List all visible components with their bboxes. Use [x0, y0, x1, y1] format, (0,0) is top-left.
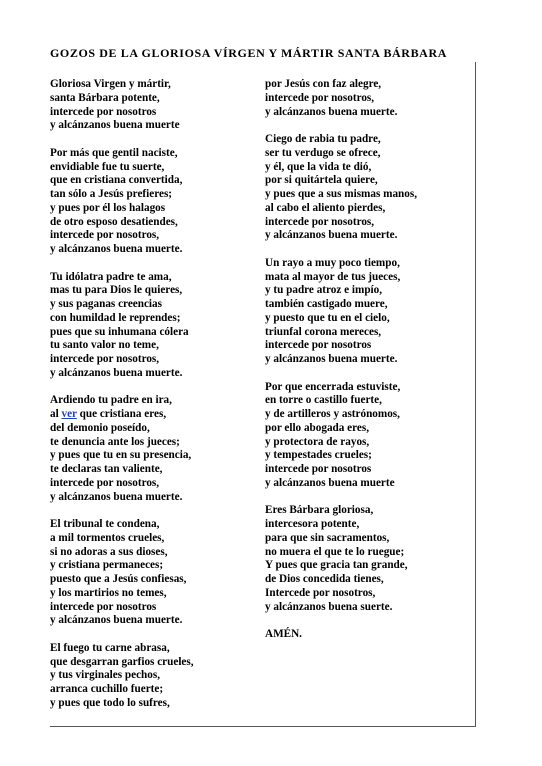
verse-line: con humildad le reprendes;	[50, 311, 181, 324]
verse-line: intercede por nosotros	[265, 463, 372, 475]
bottom-rule	[50, 726, 476, 727]
verse-line: a mil tormentos crueles,	[50, 531, 165, 544]
verse-line: ser tu verdugo se ofrece,	[265, 146, 381, 159]
stanza	[50, 518, 262, 628]
verse-line: puesto que a Jesús confiesas,	[50, 573, 187, 585]
verse-line: Un rayo a muy poco tiempo,	[265, 256, 400, 269]
stanza	[265, 504, 473, 614]
verse-line: te denuncia ante los jueces;	[50, 435, 180, 448]
verse-line: al cabo el aliento pierdes,	[265, 201, 386, 214]
verse-line: Tu idólatra padre te ama,	[50, 270, 172, 283]
stanza	[265, 78, 473, 119]
verse-line: y protectora de rayos,	[265, 435, 370, 448]
verse-line: santa Bárbara potente,	[50, 91, 160, 104]
verse-line: y tempestades crueles;	[265, 449, 372, 462]
verse-line: arranca cuchillo fuerte;	[50, 683, 164, 695]
verse-line: si no adoras a sus dioses,	[50, 545, 168, 558]
verse-line: y tus virginales pechos,	[50, 669, 161, 682]
verse-line: y los martirios no temes,	[50, 586, 167, 599]
verse-line: tan sólo a Jesús prefieres;	[50, 188, 173, 200]
verse-line: por Jesús con faz alegre,	[265, 78, 382, 90]
verse-line: Por que encerrada estuviste,	[265, 380, 401, 393]
verse-line: y alcánzanos buena muerte.	[50, 490, 183, 503]
amen-text: AMÉN.	[265, 628, 302, 640]
stanza	[265, 257, 473, 367]
verse-line: mas tu para Dios le quieres,	[50, 284, 183, 297]
page-title: GOZOS DE LA GLORIOSA VÍRGEN Y MÁRTIR SANTA BÁRBARA	[50, 46, 447, 60]
verse-line: y pues que todo lo sufres,	[50, 696, 170, 709]
verse-line: para que sin sacramentos,	[265, 531, 390, 544]
verse-line: envidiable fue tu suerte,	[50, 160, 165, 173]
verse-line: y pues que a sus mismas manos,	[265, 188, 417, 200]
stanza	[50, 642, 262, 711]
stanza	[50, 78, 262, 133]
verse-line: y alcánzanos buena muerte.	[50, 243, 183, 255]
ver-link[interactable]: ver	[61, 408, 77, 420]
verse-line: de otro esposo desatiendes,	[50, 215, 178, 228]
verse-line: y alcánzanos buena muerte.	[265, 229, 398, 242]
verse-line: Por más que gentil naciste,	[50, 146, 178, 159]
verse-line: de Dios concedida tienes,	[265, 573, 384, 585]
verse-line: y alcánzanos buena muerte.	[265, 353, 398, 365]
stanza	[265, 133, 473, 243]
verse-line: intercede por nosotros,	[50, 229, 160, 242]
verse-line: Ardiendo tu padre en ira,	[50, 394, 172, 407]
verse-line: y alcánzanos buena muerte.	[50, 366, 183, 379]
verse-text: que cristiana eres,	[76, 408, 167, 420]
verse-line: El fuego tu carne abrasa,	[50, 641, 170, 654]
right-column	[265, 78, 473, 642]
stanza	[50, 394, 262, 504]
verse-line: intercede por nosotros,	[50, 476, 160, 489]
verse-line: y alcánzanos buena muerte	[50, 119, 180, 132]
verse-line: en torre o castillo fuerte,	[265, 394, 382, 407]
verse-line: no muera el que te lo ruegue;	[265, 545, 405, 558]
verse-line: y pues que tu en su presencia,	[50, 449, 192, 462]
verse-line: también castigado muere,	[265, 298, 388, 310]
verse-line: y alcánzanos buena muerte	[265, 476, 395, 489]
verse-line: Y pues que gracia tan grande,	[265, 559, 408, 572]
verse-line: intercede por nosotros,	[265, 91, 375, 104]
verse-line: Gloriosa Virgen y mártir,	[50, 78, 171, 90]
verse-line: por ello abogada eres,	[265, 421, 370, 434]
verse-line: El tribunal te condena,	[50, 518, 160, 530]
verse-line: te declaras tan valiente,	[50, 463, 163, 475]
verse-line: y puesto que tu en el cielo,	[265, 311, 390, 324]
stanza	[265, 381, 473, 491]
verse-line: Ciego de rabia tu padre,	[265, 133, 381, 145]
verse-line: y sus paganas creencias	[50, 298, 162, 310]
stanza	[50, 271, 262, 381]
verse-line: y él, que la vida te dió,	[265, 160, 372, 173]
verse-line: y cristiana permaneces;	[50, 559, 164, 572]
verse-line: y alcánzanos buena muerte.	[50, 614, 183, 627]
verse-line: intercede por nosotros	[50, 600, 157, 613]
verse-line: intercede por nosotros,	[265, 215, 375, 228]
verse-line: intercesora potente,	[265, 518, 360, 530]
vertical-rule	[475, 62, 476, 726]
verse-line: y de artilleros y astrónomos,	[265, 408, 400, 420]
verse-line: y pues por él los halagos	[50, 201, 166, 214]
verse-line: que desgarran garfios crueles,	[50, 655, 194, 668]
left-column	[50, 78, 262, 724]
verse-line: tu santo valor no teme,	[50, 339, 159, 352]
verse-line: mata al mayor de tus jueces,	[265, 270, 401, 283]
verse-line: y tu padre atroz e impío,	[265, 284, 383, 297]
verse-line: Eres Bárbara gloriosa,	[265, 504, 374, 517]
stanza	[50, 147, 262, 257]
verse-line: que en cristiana convertida,	[50, 174, 183, 187]
verse-line: y alcánzanos buena muerte.	[265, 105, 398, 118]
verse-text: al	[50, 408, 62, 420]
verse-line: por si quitártela quiere,	[265, 174, 378, 187]
verse-line: intercede por nosotros	[50, 105, 157, 118]
verse-line: y alcánzanos buena suerte.	[265, 600, 393, 613]
verse-line: intercede por nosotros,	[50, 353, 160, 365]
verse-line: del demonio poseído,	[50, 421, 150, 434]
verse-line: pues que su inhumana cólera	[50, 325, 189, 338]
verse-line: triunfal corona mereces,	[265, 325, 382, 338]
verse-line: Intercede por nosotros,	[265, 586, 376, 599]
verse-line: intercede por nosotros	[265, 339, 372, 352]
verse-line	[50, 408, 262, 422]
